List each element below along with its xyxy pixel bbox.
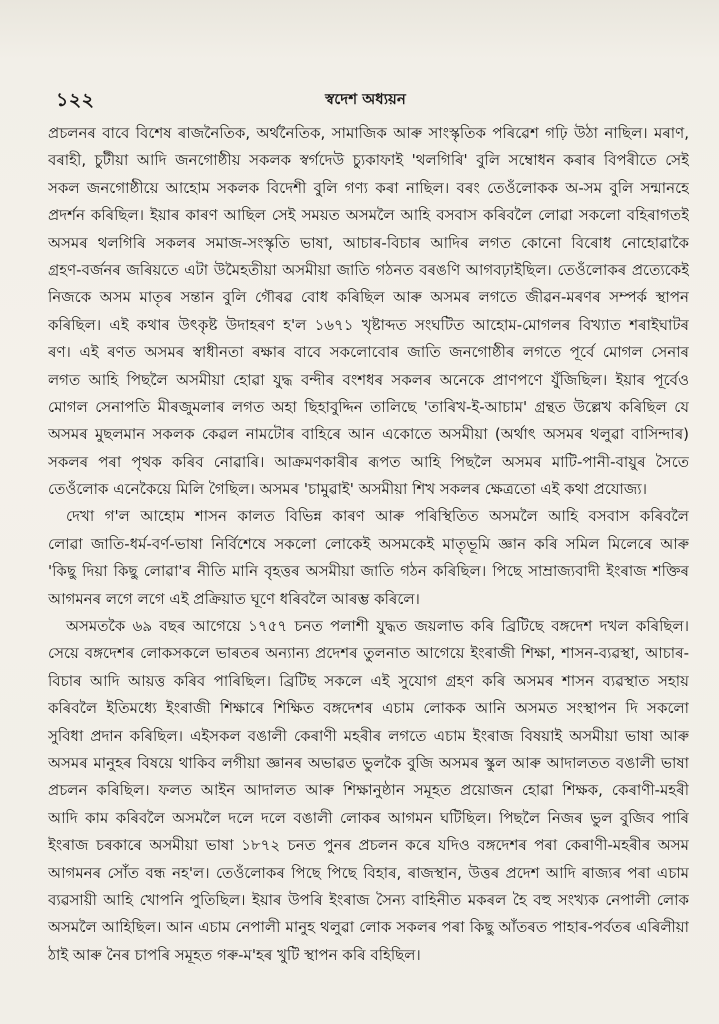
text-line: দেখা গ'ল আহোম শাসন কালত বিভিন্ন কাৰণ আৰু পৰিস্থিতিত অসমলৈ আহি বসবাস কৰিবলৈ (66, 507, 689, 526)
text-line: কৰিবলৈ ইতিমধ্যে ইংৰাজী শিক্ষাৰে শিক্ষিত বঙ্গদেশৰ এচাম লোকক আনি অসমত সংস্থাপন দি সকলো (48, 699, 689, 718)
text-line: বিচাৰ আদি আয়ত্ত কৰিব পাৰিছিল। ব্ৰিটিছ সকলে এই সুযোগ গ্ৰহণ কৰি অসমৰ শাসন ব্যৱস্থাত সহায় (48, 671, 689, 690)
text-line: অসমতকৈ ৬৯ বছৰ আগেয়ে ১৭৫৭ চনত পলাশী যুদ্ধত জয়লাভ কৰি ব্ৰিটিছে বঙ্গদেশ দখল কৰিছিল। (66, 617, 689, 636)
text-line: তেওঁলোক এনেকৈয়ে মিলি গৈছিল। অসমৰ 'চামুৱাই' অসমীয়া শিখ সকলৰ ক্ষেত্ৰতো এই কথা প্ৰযোজ্য। (48, 480, 647, 499)
text-line: অসমৰ মানুহৰ বিষয়ে থাকিব লগীয়া জ্ঞানৰ অভাৱত ভুলকৈ বুজি অসমৰ স্কুল আৰু আদালতত বঙালী ভাষা (48, 753, 689, 772)
text-line: লগত আহি পিছলৈ অসমীয়া হোৱা যুদ্ধ বন্দীৰ বংশধৰ সকলৰ অনেকে প্ৰাণপণে যুঁজিছিল। ইয়াৰ পূৰ্বেও (48, 370, 689, 389)
text-line: সকল জনগোষ্ঠীয়ে আহোম সকলক বিদেশী বুলি গণ্য কৰা নাছিল। বৰং তেওঁলোকক অ-সম বুলি সন্মানহে (48, 178, 689, 197)
page-header (56, 86, 675, 114)
text-line: আগমনৰ লগে লগে এই প্ৰক্ৰিয়াত ঘূণে ধৰিবলৈ আৰম্ভ কৰিলে। (48, 589, 420, 608)
running-title: স্বদেশ অধ্যয়ন (325, 90, 406, 108)
text-line: লোৱা জাতি-ধৰ্ম-বৰ্ণ-ভাষা নিৰ্বিশেষে সকলো লোকেই অসমকেই মাতৃভূমি জ্ঞান কৰি সমিল মিলেৰে আৰু (48, 534, 689, 553)
paragraph-3 (48, 613, 689, 969)
text-line: কৰিছিল। এই কথাৰ উৎকৃষ্ট উদাহৰণ হ'ল ১৬৭১ খৃষ্টাব্দত সংঘটিত আহোম-মোগলৰ বিখ্যাত শৰাইঘাটৰ (48, 315, 689, 334)
text-line: বৰাহী, চুটীয়া আদি জনগোষ্ঠীয় সকলক স্বৰ্গদেউ চ্যুকাফাই 'থলগিৰি' বুলি সম্বোধন কৰাৰ বিপৰীতে সেই (48, 151, 689, 170)
text-line: ইংৰাজ চৰকাৰে অসমীয়া ভাষা ১৮৭২ চনত পুনৰ প্ৰচলন কৰে যদিও বঙ্গদেশৰ পৰা কেৰাণী-মহৰীৰ অসম (48, 836, 689, 855)
text-line: সেয়ে বঙ্গদেশৰ লোকসকলে ভাৰতৰ অন্যান্য প্ৰদেশৰ তুলনাত আগেয়ে ইংৰাজী শিক্ষা, শাসন-ব্যৱস্থা, আচাৰ- (48, 644, 689, 663)
text-line: ব্যৱসায়ী আহি খোপনি পুতিছিল। ইয়াৰ উপৰি ইংৰাজ সৈন্য বাহিনীত মকৰল হৈ বহু সংখ্যক নেপালী লোক (48, 890, 689, 909)
text-line: অসমৰ মুছলমান সকলক কেৱল নামটোৰ বাহিৰে আন একোতে অসমীয়া (অৰ্থাৎ অসমৰ থলুৱা বাসিন্দাৰ) (48, 425, 689, 444)
paragraph-2 (48, 503, 689, 613)
text-line: প্ৰচলনৰ বাবে বিশেষ ৰাজনৈতিক, অৰ্থনৈতিক, সামাজিক আৰু সাংস্কৃতিক পৰিৱেশ গঢ়ি উঠা নাছিল। মৰাণ, (48, 124, 689, 142)
text-line: অসমৰ থলগিৰি সকলৰ সমাজ-সংস্কৃতি ভাষা, আচাৰ-বিচাৰ আদিৰ লগত কোনো বিৰোধ নোহোৱাকৈ (48, 233, 689, 252)
text-line: সকলৰ পৰা পৃথক কৰিব নোৱাৰি। আক্ৰমণকাৰীৰ ৰূপত আহি পিছলৈ অসমৰ মাটি-পানী-বায়ুৰ সৈতে (48, 452, 689, 471)
text-line: ৰণ। এই ৰণত অসমৰ স্বাধীনতা ৰক্ষাৰ বাবে সকলোবোৰ জাতি জনগোষ্ঠীৰ লগতে পূৰ্বে মোগল সেনাৰ (48, 343, 689, 362)
text-line: 'কিছু দিয়া কিছু লোৱা'ৰ নীতি মানি বৃহত্তৰ অসমীয়া জাতি গঠন কৰিছিল। পিছে সাম্ৰাজ্যবাদী ইংৰাজ শক্তিৰ (48, 562, 689, 581)
body-text (48, 120, 689, 969)
text-line: ঠাই আৰু নৈৰ চাপৰি সমূহত গৰু-ম'হৰ খুটি স্থাপন কৰি বহিছিল। (48, 945, 421, 964)
paragraph-1 (48, 120, 689, 503)
text-line: সুবিধা প্ৰদান কৰিছিল। এইসকল বঙালী কেৰাণী মহৰীৰ লগতে এচাম ইংৰাজ বিষয়াই অসমীয়া ভাষা আৰু (48, 726, 689, 745)
text-line: প্ৰদৰ্শন কৰিছিল। ইয়াৰ কাৰণ আছিল সেই সময়ত অসমলৈ আহি বসবাস কৰিবলৈ লোৱা সকলো বহিৰাগতই (48, 206, 689, 225)
text-line: নিজকে অসম মাতৃৰ সন্তান বুলি গৌৰৱ বোধ কৰিছিল আৰু অসমৰ লগতে জীৱন-মৰণৰ সম্পৰ্ক স্থাপন (48, 288, 689, 307)
page-number: ১২২ (56, 89, 95, 111)
text-line: অসমলৈ আহিছিল। আন এচাম নেপালী মানুহ থলুৱা লোক সকলৰ পৰা কিছু আঁতৰত পাহাৰ-পৰ্বতৰ এৰিলীয়া (48, 918, 689, 937)
text-line: আগমনৰ সোঁত বন্ধ নহ'ল। তেওঁলোকৰ পিছে পিছে বিহাৰ, ৰাজস্থান, উত্তৰ প্ৰদেশ আদি ৰাজ্যৰ পৰা এচাম (48, 863, 689, 882)
text-line: মোগল সেনাপতি মীৰজুমলাৰ লগত অহা ছিহাবুদ্দিন তালিছে 'তাৰিখ-ই-আচাম' গ্ৰন্থত উল্লেখ কৰিছিল যে (48, 397, 689, 416)
text-line: আদি কাম কৰিবলৈ অসমলৈ দলে দলে বঙালী লোকৰ আগমন ঘটিছিল। পিছলৈ নিজৰ ভুল বুজিব পাৰি (48, 808, 689, 827)
text-line: প্ৰচলন কৰিছিল। ফলত আইন আদালত আৰু শিক্ষানুষ্ঠান সমূহত প্ৰয়োজন হোৱা শিক্ষক, কেৰাণী-মহৰী (48, 781, 689, 800)
text-line: গ্ৰহণ-বৰ্জনৰ জৰিয়তে এটা উমৈহতীয়া অসমীয়া জাতি গঠনত বৰঙণি আগবঢ়াইছিল। তেওঁলোকৰ প্ৰত্যেকেই (48, 260, 689, 279)
